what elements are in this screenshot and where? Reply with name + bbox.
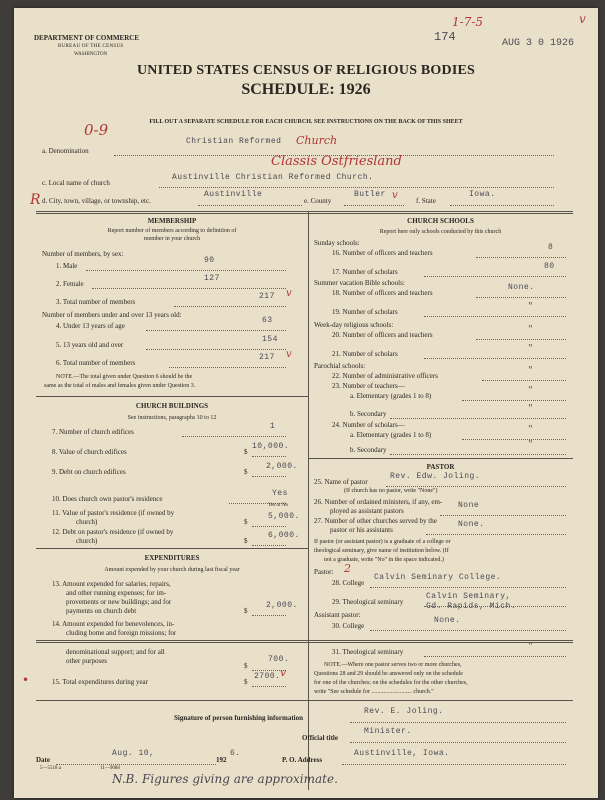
membership-note-2: same as the total of males and females given under Question 3.: [44, 383, 196, 389]
date-label: Date: [36, 756, 50, 764]
q30-value: None.: [434, 616, 461, 625]
denomination-label: a. Denomination: [42, 147, 89, 155]
q6-value: 217: [259, 353, 275, 362]
q28-label: 28. College: [332, 579, 365, 587]
buildings-subtitle: See instructions, paragraphs 10 to 12: [127, 415, 217, 421]
q27-value: None.: [458, 520, 485, 529]
pastor-note-2: Questions 28 and 29 should be answered only on the schedule: [314, 671, 463, 677]
official-title-value: Minister.: [364, 727, 412, 736]
membership-title: MEMBERSHIP: [147, 217, 197, 225]
graduate-note-2: theological seminary, give name of institution below. (If: [314, 548, 449, 554]
q22-label: 22. Number of administrative officers: [332, 372, 438, 380]
q14-dollar: $: [244, 662, 248, 670]
q23a-value: ": [528, 386, 534, 395]
margin-handwritten-mark: R: [30, 192, 41, 208]
q14-line-1: 14. Amount expended for benevolences, in-: [52, 620, 175, 628]
signature-value: Rev. E. Joling.: [364, 707, 444, 716]
q10-hint: Yes or No: [268, 503, 289, 508]
q1-label: 1. Male: [56, 262, 78, 270]
q10-value: Yes: [272, 489, 288, 498]
q29-value-2: Gd. Rapids, Mich.: [426, 602, 517, 611]
q28-value: Calvin Seminary College.: [374, 573, 502, 582]
q24b-label: b. Secondary: [350, 446, 387, 454]
q11-label-2: church): [76, 518, 98, 526]
pastor-note-3: for one of the churches; on the schedules for the other churches,: [314, 680, 468, 686]
form-title: UNITED STATES CENSUS OF RELIGIOUS BODIES: [136, 63, 475, 78]
year-prefix: 192: [216, 756, 227, 764]
q13-dollar: $: [244, 607, 248, 615]
q4-label: 4. Under 13 years of age: [56, 322, 125, 330]
q29-label: 29. Theological seminary: [332, 598, 404, 606]
denomination-handwritten: Church: [296, 134, 338, 147]
city-label: WASHINGTON: [74, 52, 108, 57]
date-received-stamp: AUG 3 0 1926: [502, 38, 575, 49]
q25-note: (If church has no pastor, write "None"): [344, 488, 438, 494]
q11-value: 5,000.: [268, 512, 300, 521]
q13-value: 2,000.: [266, 601, 298, 610]
q3-check-mark: v: [286, 288, 292, 299]
census-schedule-paper: [14, 8, 598, 798]
graduate-note-3: not a graduate, write "No" in the space indicated.): [324, 557, 444, 563]
q24a-value: ": [528, 425, 534, 434]
q31-label: 31. Theological seminary: [332, 648, 404, 656]
denomination-value: Christian Reformed: [186, 137, 282, 146]
q7-value: 1: [270, 422, 276, 431]
q9-dollar: $: [244, 468, 248, 476]
membership-subtitle-1: Report number of members according to definition of: [107, 228, 237, 234]
q26-label-2: ployed as assistant pastors: [330, 507, 404, 515]
q21-label: 21. Number of scholars: [332, 350, 398, 358]
city-label-d: d. City, town, village, or township, etc.: [42, 197, 151, 205]
q27-label-1: 27. Number of other churches served by the: [314, 517, 437, 525]
pastor-handwritten-mark: 2: [344, 562, 351, 575]
q27-label-2: pastor or his assistants: [330, 526, 393, 534]
q23-label: 23. Number of teachers—: [332, 382, 405, 390]
official-title-label: Official title: [302, 734, 338, 742]
expenditures-title: EXPENDITURES: [144, 554, 200, 562]
q26-label-1: 26. Number of ordained ministers, if any, em-: [314, 498, 443, 506]
q19-value: ": [528, 302, 534, 311]
q14-line-3: denominational support; and for all: [66, 648, 165, 656]
instruction-line: FILL OUT A SEPARATE SCHEDULE FOR EACH CHURCH. SEE INSTRUCTIONS ON THE BACK OF THIS SHEET: [149, 119, 463, 125]
q6-check-mark: v: [286, 349, 292, 360]
bureau-label: BUREAU OF THE CENSUS: [58, 44, 124, 49]
date-value: Aug. 10,: [112, 749, 155, 758]
local-name-value: Austinville Christian Reformed Church.: [172, 173, 374, 182]
expenditures-subtitle: Amount expended by your church during last fiscal year: [104, 567, 240, 573]
q30-label: 30. College: [332, 622, 365, 630]
q20-label: 20. Number of officers and teachers: [332, 331, 433, 339]
q13-line-3: provements or new buildings; and for: [66, 598, 172, 606]
q4-value: 63: [262, 316, 273, 325]
q14-line-4: other purposes: [66, 657, 108, 665]
q13-line-1: 13. Amount expended for salaries, repairs,: [52, 580, 171, 588]
state-value: Iowa.: [469, 190, 496, 199]
q2-label: 2. Female: [56, 280, 84, 288]
q11-dollar: $: [244, 518, 248, 526]
q12-value: 6,000.: [268, 531, 300, 540]
department-label: DEPARTMENT OF COMMERCE: [34, 34, 140, 42]
q15-dollar: $: [244, 678, 248, 686]
q17-value: 80: [544, 262, 555, 271]
county-label: e. County: [304, 197, 332, 205]
q18-value: None.: [508, 283, 535, 292]
q24a-label: a. Elementary (grades 1 to 8): [350, 431, 432, 439]
po-address-value: Austinville, Iowa.: [354, 749, 450, 758]
schools-subtitle: Report here only schools conducted by this church: [379, 229, 502, 235]
corner-check-mark: v: [579, 12, 586, 26]
parochial-schools-label: Parochial schools:: [314, 362, 366, 370]
classis-handwritten: Classis Ostfriesland: [271, 154, 402, 169]
buildings-title: CHURCH BUILDINGS: [135, 402, 209, 410]
pastor-colon-label: Pastor:: [314, 568, 334, 576]
age-intro: Number of members under and over 13 years old:: [42, 311, 182, 319]
q8-label: 8. Value of church edifices: [52, 448, 127, 456]
local-name-label: c. Local name of church: [42, 179, 110, 187]
q7-label: 7. Number of church edifices: [52, 428, 134, 436]
q13-line-2: and other running expenses; for im-: [66, 589, 167, 597]
assistant-pastor-label: Assistant pastor:: [314, 611, 361, 619]
city-value: Austinville: [204, 190, 263, 199]
state-label: f. State: [416, 197, 436, 205]
summer-schools-label: Summer vacation Bible schools:: [314, 279, 405, 287]
q24-label: 24. Number of scholars—: [332, 421, 405, 429]
q11-label-1: 11. Value of pastor's residence (if owned by: [52, 509, 175, 517]
form-code: 5—5518 a: [40, 766, 61, 771]
handwritten-footnote: N.B. Figures giving are approximate.: [112, 772, 338, 786]
weekday-schools-label: Week-day religious schools:: [314, 321, 394, 329]
q3-value: 217: [259, 292, 275, 301]
q1-value: 90: [204, 256, 215, 265]
q20-value: ": [528, 325, 534, 334]
po-address-label: P. O. Address: [282, 756, 323, 764]
pastor-note-1: NOTE.—Where one pastor serves two or more churches,: [324, 662, 462, 668]
membership-subtitle-2: member in your church: [143, 236, 201, 242]
q18-label: 18. Number of officers and teachers: [332, 289, 433, 297]
q31-value: ": [528, 642, 534, 651]
q29-value: Calvin Seminary,: [426, 592, 511, 601]
q16-value: 8: [548, 243, 554, 252]
q14-line-2: cluding home and foreign missions; for: [66, 629, 177, 637]
q21-value: ": [528, 344, 534, 353]
q24b-value: ": [528, 440, 534, 449]
q17-label: 17. Number of scholars: [332, 268, 398, 276]
q10-label: 10. Does church own pastor's residence: [52, 495, 163, 503]
year-suffix: 6.: [230, 749, 241, 758]
signature-label: Signature of person furnishing information: [174, 714, 303, 722]
q12-dollar: $: [244, 537, 248, 545]
top-handwritten-mark: 1-7-5: [452, 15, 484, 29]
q9-label: 9. Debt on church edifices: [52, 468, 126, 476]
pastor-note-4: write "See schedule for ........................... church.": [314, 689, 434, 695]
q26-value: None: [458, 501, 480, 510]
q23b-label: b. Secondary: [350, 410, 387, 418]
q25-value: Rev. Edw. Joling.: [390, 472, 481, 481]
q8-dollar: $: [244, 448, 248, 456]
q2-value: 127: [204, 274, 220, 283]
sunday-schools-label: Sunday schools:: [314, 239, 360, 247]
q12-label-2: church): [76, 537, 98, 545]
membership-note-1: NOTE.—The total given under Question 6 should be the: [56, 374, 193, 380]
schedule-title: SCHEDULE: 1926: [241, 81, 371, 98]
q12-label-1: 12. Debt on pastor's residence (if owned by: [52, 528, 174, 536]
pastor-title: PASTOR: [426, 463, 455, 471]
q9-value: 2,000.: [266, 462, 298, 471]
by-sex-label: Number of members, by sex:: [42, 250, 124, 258]
q25-label: 25. Name of pastor: [314, 478, 368, 486]
q23b-value: ": [528, 404, 534, 413]
q16-label: 16. Number of officers and teachers: [332, 249, 433, 257]
q5-value: 154: [262, 335, 278, 344]
q14-value: 700.: [268, 655, 290, 664]
q3-label: 3. Total number of members: [56, 298, 136, 306]
schools-title: CHURCH SCHOOLS: [407, 217, 474, 225]
county-value: Butler: [354, 190, 386, 199]
margin-dot-mark: •: [22, 673, 30, 687]
handwritten-code: 0-9: [84, 121, 109, 139]
q23a-label: a. Elementary (grades 1 to 8): [350, 392, 432, 400]
q19-label: 19. Number of scholars: [332, 308, 398, 316]
q15-label: 15. Total expenditures during year: [52, 678, 148, 686]
file-number-stamp: 174: [434, 30, 456, 44]
q5-label: 5. 13 years old and over: [56, 341, 124, 349]
q15-check-mark: v: [280, 666, 287, 679]
q15-value: 2700.: [254, 672, 281, 681]
graduate-note-1: If pastor (or assistant pastor) is a graduate of a college or: [314, 539, 451, 545]
county-check-mark: v: [392, 190, 398, 201]
q13-line-4: payments on church debt: [66, 607, 137, 615]
q8-value: 10,000.: [252, 442, 290, 451]
form-code-2: 11—9088: [100, 766, 120, 771]
q22-value: ": [528, 366, 534, 375]
q6-label: 6. Total number of members: [56, 359, 136, 367]
